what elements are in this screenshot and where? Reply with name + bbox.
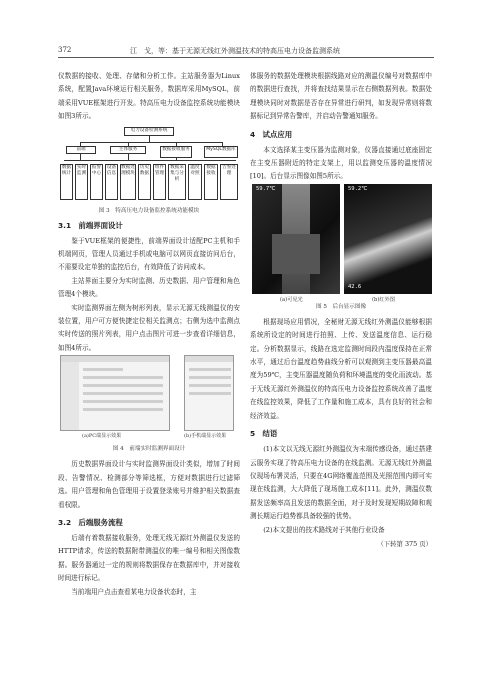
function-module-diagram [58,124,240,234]
paragraph: 后端有着数据接收服务，处理无线无源红外测温仪发送的HTTP请求，传送的数据附带测温仪的唯一编号和相关图像数据。服务器通过一定的规则将数据保存在数据库中，并对接收时间进行标记。 [58,533,240,583]
paragraph: (2)本文提出的技术路线对于其他行业设备 [263,525,385,534]
diagram-leaf: 告警处理 [220,164,238,200]
temperature-reading: 42.6 [348,283,362,290]
temperature-reading: 59.7℃ [256,185,276,192]
subfigure-caption: (a)可见光 [280,296,303,303]
header-rule [58,57,434,58]
paragraph: 历史数据界面设计与实时监测界面设计类似，增加了时间段、告警情况、检测部分等筛选框，方便对数据进行过滤筛选。用户管理和角色管理用于设置登录账号并维护相关数据查看权限。 [58,460,240,509]
page-number: 372 [58,46,72,54]
figure-caption: 图 4 前端实时监测界面设计 [112,446,186,453]
section-heading: 3.1 前端界面设计 [58,220,123,230]
left-column [58,70,240,599]
running-title: 江 戈，等：基于无源无线红外测温技术的特高压电力设备监测系统 [130,47,340,55]
diagram-leaf: 报警中心 [90,164,103,200]
visible-light-image [252,184,340,294]
paragraph: (1)本文以无线无源红外测温仪为末端传感设备，通过搭建云服务实现了特高压电力设备的在线监测。无源无线红外测温仪现场布署灵活，只要在4G网络覆盖范围及光照范围内即可实现在线监测，大大降低了现场施工成本[11]。此外，测温仪数据发送频率高且发送的数据全面，对于及时发现短期故障和观测长期运行趋势都具备较强的优势。 [250,445,432,521]
subfigure-caption: (a)PC端显示效果 [82,433,122,440]
section-heading: 5 结语 [250,429,278,439]
figure-caption: 图 5 后台显示图像 [315,303,367,310]
diagram-leaf: 组件管理 [153,164,166,200]
temperature-reading: 59.2℃ [348,185,368,192]
diagram-node: 主体服务 [110,146,146,154]
diagram-leaf: 数据采集与分析 [168,164,186,200]
diagram-node: MySQL数据库 [204,146,238,158]
paragraph: 鉴于VUE框架的便捷性，前端界面设计适配PC主机和手机端网页，管理人员通过手机或电脑可以网页直接访问后台，不需要设定单独的监控后台，有效降低了访问成本。 [58,236,240,272]
diagram-leaf: 实时监测 [75,164,88,200]
paragraph: 仪数据的接收、处理、存储和分析工作。主站服务器为Linux系统，配置Java环境运行相关服务，数据库采用MySQL，前端采用VUE框架进行开发。特高压电力设备监控系统功能模块如图3所示。 [58,72,240,121]
subfigure-caption: (b)手机端显示效果 [184,433,227,440]
thermal-figure [250,184,432,304]
diagram-node: 数据接收服务 [160,146,192,158]
section-heading: 3.2 后端服务流程 [58,517,123,527]
figure-caption: 图 3 特高压电力设备监控系统功能模块 [98,207,200,214]
paragraph: 当前端用户点击查看某电力设备状态时，主 [71,587,197,596]
diagram-leaf: 温度对照 [188,164,202,200]
diagram-root: 电力设备检测系统 [124,127,174,136]
diagram-leaf: 历史数据 [138,164,151,200]
paragraph: 实时监测界面左侧为树形列表，显示无源无线测温仪的安装位置，用户可方便快捷定位相关监测点；右侧为选中监测点实时传送的照片列表，用户点击图片可进一步查看详细信息，如图4所示。 [58,303,240,352]
paragraph: 主站界面主要分为实时监测、历史数据、用户管理和角色管理4个模块。 [58,276,240,299]
diagram-leaf: 数据接收 [204,164,218,200]
continuation-note: （下转第 375 页） [377,539,432,548]
mobile-screenshot [184,355,234,431]
diagram-leaf: 设备信息 [105,164,118,200]
subfigure-caption: (b)红外图 [372,296,395,303]
infrared-image [344,184,432,294]
paragraph: 体服务的数据处理模块根据线路对应的测温仪编号对数据库中的数据进行查找，并将查找结果显示在右侧数据列表。数据处理模块同时对数据是否存在异常进行研判，如发现异常则将数据标记到异常告警库，并启动告警通知服务。 [250,72,432,121]
diagram-leaf: 数据处理模块 [120,164,136,200]
paragraph: 本文选择某主变压器为监测对象，仪器直接通过底座固定在主变压器附近的特定支架上，用以监测变压器的温度情况[10]。后台显示图像如图5所示。 [250,145,432,181]
paragraph: 根据现场应用情况，全秘财无源无线红外测温仪能够根据系统所设定的时间进行拍照、上传、发送温度信息、运行稳定。分析数据显示，线路在选定监测时间段内温度保持在正常水平，通过后台温度趋势曲线分析可以观测到主变压器最高温度为59℃，主变压器温度随负荷和环境温度的变化而波动。基于无线无源红外测温仪的特高压电力设备监控系统改善了温度在线监控效果，降低了工作量和施工成本，具有良好的社会和经济效益。 [250,317,432,420]
section-heading: 4 试点应用 [250,129,293,139]
diagram-node: 前端 [66,146,96,154]
diagram-leaf: 数据统计 [60,164,73,200]
pc-screenshot [60,355,170,431]
frontend-screenshots [58,355,240,441]
right-column [250,70,432,548]
